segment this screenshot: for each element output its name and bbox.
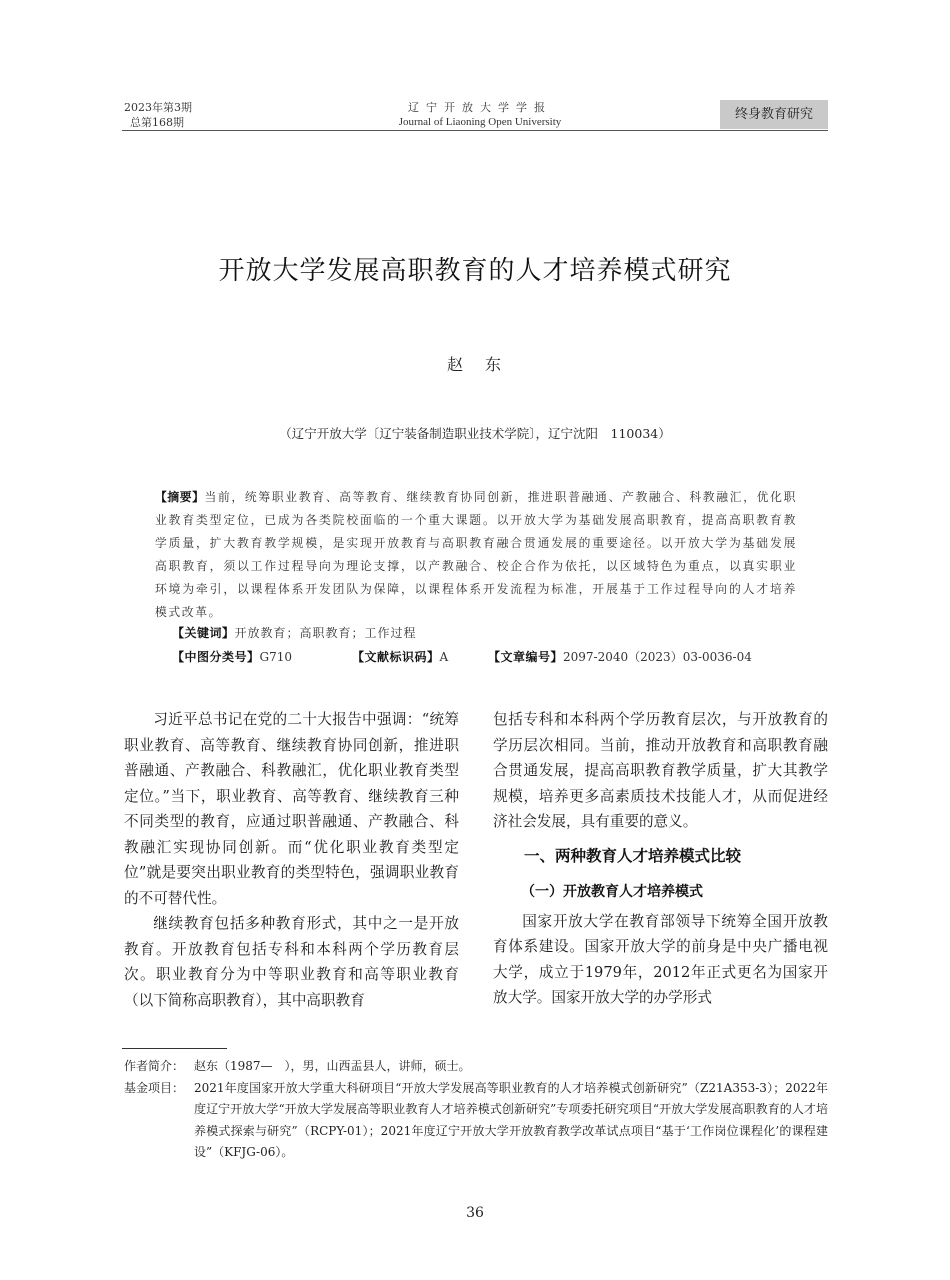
footnote-divider [122,1048,227,1049]
document-code [352,646,448,669]
clc-number [172,646,292,669]
journal-name-en: Journal of Liaoning Open University [398,116,562,128]
author-note-label: 作者简介： [124,1059,185,1073]
total-issue-number: 总第168期 [130,116,184,129]
article-number-value: 2097-2040（2023）03-0036-04 [563,650,752,664]
author-affiliation: （辽宁开放大学〔辽宁装备制造职业技术学院〕，辽宁沈阳 110034） [279,426,671,441]
article-author: 赵东 [446,355,523,374]
author-note-text: 赵东（1987— ），男，山西盂县人，讲师，硕士。 [194,1059,471,1073]
page-number: 36 [466,1205,484,1221]
header-divider [122,130,828,131]
keywords-text: 开放教育；高职教育；工作过程 [234,626,417,640]
fund-note [124,1078,828,1164]
fund-note-text: 2021年度国家开放大学重大科研项目“开放大学发展高等职业教育的人才培养模式创新研究”（Z21A353-3）；2022年度辽宁开放大学“开放大学发展高等职业教育人才培养模式创新研究”专项委托研究项目“开放大学发展高职教育的人才培养模式探索与研究”（RCPY-01）；2021年度辽宁开放大学开放教育教学改革试点项目“基于‘工作岗位课程化’的课程建设”（KFJG-06）。 [194,1080,828,1159]
body-paragraph: 习近平总书记在党的二十大报告中强调：“统筹职业教育、高等教育、继续教育协同创新，推进职普融通、产教融合、科教融汇，优化职业教育类型定位。”当下，职业教育、高等教育、继续教育三种不同类型的教育，应通过职普融通、产教融合、科教融汇实现协同创新。而“优化职业教育类型定位”就是要突出职业教育的类型特色，强调职业教育的不可替代性。 [124,711,459,907]
fund-note-label: 基金项目： [124,1080,185,1095]
issue-number: 2023年第3期 [124,101,192,114]
clc-value: G710 [259,650,293,664]
body-paragraph: 继续教育包括多种教育形式，其中之一是开放教育。开放教育包括专科和本科两个学历教育层次。职业教育分为中等职业教育和高等职业教育（以下简称高职教育），其中高职教育 [124,915,459,1009]
body-left-column [124,707,459,1013]
article-title: 开放大学发展高职教育的人才培养模式研究 [218,256,732,286]
author-note [124,1056,828,1078]
journal-name-cn: 辽宁开放大学学报 [408,101,552,114]
subsection-heading: （一）开放教育人才培养模式 [521,883,703,900]
footnotes [124,1056,828,1164]
body-right-column [493,707,828,1011]
abstract [155,486,797,624]
keywords-label: 【关键词】 [172,626,235,640]
document-code-label: 【文献标识码】 [352,650,440,664]
document-code-value: A [439,650,449,664]
body-paragraph: 包括专科和本科两个学历教育层次，与开放教育的学历层次相同。当前，推动开放教育和高职教育融合贯通发展，提高高职教育教学质量，扩大其教学规模，培养更多高素质技术技能人才，从而促进经济社会发展，具有重要的意义。 [493,711,828,830]
keywords [172,622,417,645]
body-paragraph: 国家开放大学在教育部领导下统筹全国开放教育体系建设。国家开放大学的前身是中央广播电视大学，成立于1979年，2012年正式更名为国家开放大学。国家开放大学的办学形式 [493,912,828,1006]
abstract-label: 【摘要】 [155,490,205,504]
section-heading: 一、两种教育人才培养模式比较 [524,846,742,865]
clc-label: 【中图分类号】 [172,650,260,664]
section-tag: 终身教育研究 [720,100,828,129]
article-number [488,646,752,669]
article-number-label: 【文章编号】 [488,650,564,664]
issue-info [124,100,192,130]
abstract-text: 当前，统筹职业教育、高等教育、继续教育协同创新，推进职普融通、产教融合、科教融汇，优化职业教育类型定位，已成为各类院校面临的一个重大课题。以开放大学为基础发展高职教育，提高高职教育教学质量，扩大教育教学规模，是实现开放教育与高职教育融合贯通发展的重要途径。以开放大学为基础发展高职教育，须以工作过程导向为理论支撑，以产教融合、校企合作为依托，以区域特色为重点，以真实职业环境为牵引，以课程体系开发团队为保障，以课程体系开发流程为标准，开展基于工作过程导向的人才培养模式改革。 [155,490,797,619]
journal-name [380,100,580,130]
